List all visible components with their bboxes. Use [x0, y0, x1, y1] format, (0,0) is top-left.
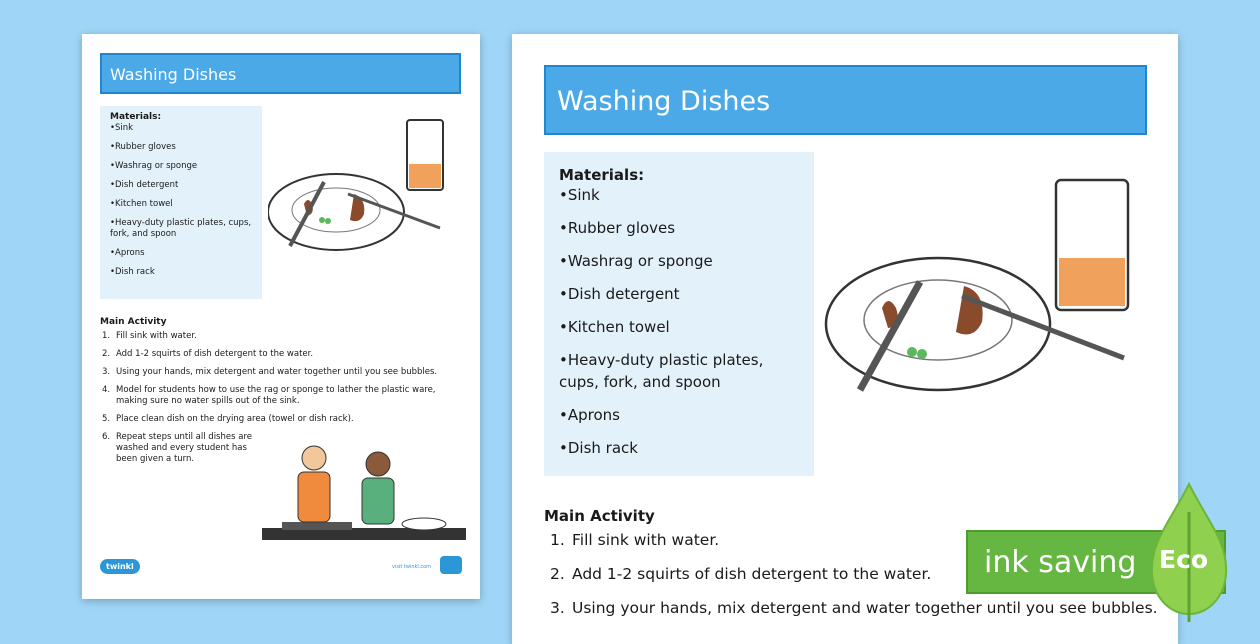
list-item: •Rubber gloves — [110, 142, 176, 152]
step-text: Add 1-2 squirts of dish detergent to the water. — [116, 349, 314, 359]
step-text: Model for students how to use the rag or sponge to lather the plastic ware, making sure no water spills out of the sink. — [116, 385, 436, 406]
step-text: Using your hands, mix detergent and water together until you see bubbles. — [572, 599, 1158, 617]
list-item: •Sink — [110, 123, 134, 133]
ink-saving-label: ink saving — [984, 545, 1137, 580]
list-item: •Aprons — [559, 406, 620, 424]
step-number: 2. — [550, 565, 565, 583]
step-text: Fill sink with water. — [572, 531, 720, 549]
footer-url: visit twinkl.com — [392, 564, 432, 570]
step-text: Fill sink with water. — [116, 331, 197, 341]
list-item — [550, 598, 1170, 618]
step-text: Repeat steps until all dishes are washed and every student has been given a turn. — [116, 432, 252, 464]
step-number: 2. — [102, 349, 111, 359]
list-item: •Washrag or sponge — [559, 252, 713, 270]
list-item: •Dish detergent — [559, 285, 680, 303]
list-item — [102, 331, 464, 342]
materials-heading: Materials: — [559, 166, 645, 184]
main-activity-heading: Main Activity — [544, 507, 655, 525]
materials-box — [544, 152, 814, 476]
materials-heading: Materials: — [110, 112, 162, 122]
eco-label: Eco — [1159, 545, 1209, 574]
list-item: •Aprons — [110, 248, 145, 258]
step-text: Place clean dish on the drying area (towel or dish rack). — [116, 414, 354, 424]
page-title-banner — [100, 53, 461, 94]
step-number: 1. — [550, 531, 565, 549]
list-item — [102, 385, 464, 407]
list-item: •Dish rack — [110, 267, 155, 277]
materials-box — [100, 106, 262, 299]
list-item: •Kitchen towel — [559, 318, 670, 336]
list-item — [102, 367, 464, 378]
step-number: 3. — [550, 599, 565, 617]
plate-illustration — [824, 174, 1144, 404]
page-title: Washing Dishes — [557, 86, 771, 117]
page-title: Washing Dishes — [110, 65, 237, 84]
list-item: •Dish detergent — [110, 180, 179, 190]
step-number: 6. — [102, 432, 111, 442]
twinkl-logo: twinkl — [100, 559, 140, 574]
step-number: 5. — [102, 414, 111, 424]
list-item: •Kitchen towel — [110, 199, 173, 209]
list-item — [102, 349, 464, 360]
step-text: Using your hands, mix detergent and water together until you see bubbles. — [116, 367, 438, 377]
materials-list — [110, 123, 252, 278]
page-title-banner — [544, 65, 1147, 135]
publisher-icon — [440, 556, 462, 574]
step-number: 1. — [102, 331, 111, 341]
list-item — [102, 414, 464, 425]
list-item: •Washrag or sponge — [110, 161, 198, 171]
step-text: Add 1-2 squirts of dish detergent to the water. — [572, 565, 932, 583]
step-number: 3. — [102, 367, 111, 377]
materials-list — [559, 184, 799, 459]
list-item: •Dish rack — [559, 439, 638, 457]
step-number: 4. — [102, 385, 111, 395]
list-item: •Rubber gloves — [559, 219, 676, 237]
list-item: •Heavy-duty plastic plates, cups, fork, and spoon — [559, 351, 764, 391]
children-washing-illustration — [262, 442, 466, 550]
list-item: •Heavy-duty plastic plates, cups, fork, and spoon — [110, 218, 252, 239]
page-thumbnail — [82, 34, 480, 599]
main-activity-heading: Main Activity — [100, 317, 167, 327]
plate-illustration — [268, 116, 448, 256]
list-item: •Sink — [559, 186, 600, 204]
